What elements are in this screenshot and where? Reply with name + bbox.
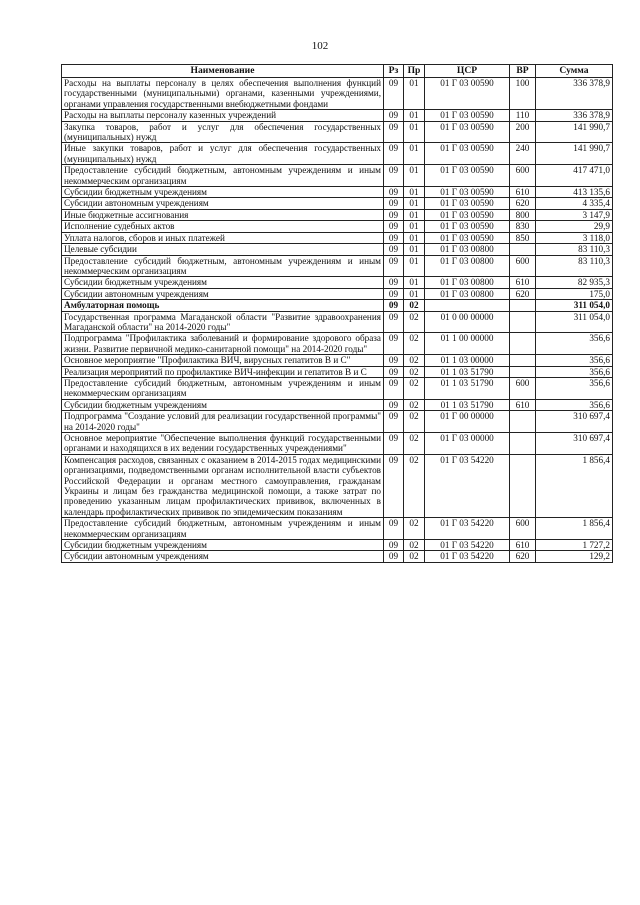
cell-vr: 620 [510,288,536,299]
table-header-row [62,65,613,78]
table-row [62,333,613,355]
cell-csr: 01 Г 03 00800 [425,255,510,277]
cell-csr: 01 Г 03 00590 [425,187,510,198]
table-row [62,255,613,277]
cell-vr: 620 [510,198,536,209]
cell-sum: 4 335,4 [536,198,613,209]
cell-sum: 310 697,4 [536,411,613,433]
table-row [62,288,613,299]
cell-vr: 600 [510,377,536,399]
cell-vr [510,244,536,255]
cell-csr: 01 1 03 00000 [425,355,510,366]
cell-csr: 01 Г 03 00000 [425,433,510,455]
cell-sum: 311 054,0 [536,300,613,311]
header-vr: ВР [510,65,536,78]
cell-rz: 09 [384,366,404,377]
cell-vr: 600 [510,255,536,277]
cell-pr: 02 [404,399,425,410]
cell-name: Предоставление субсидий бюджетным, автономным учреждениям и иным некоммерческим организациям [62,165,384,187]
cell-name: Субсидии бюджетным учреждениям [62,399,384,410]
cell-pr: 02 [404,333,425,355]
cell-pr: 01 [404,232,425,243]
cell-csr: 01 1 03 51790 [425,377,510,399]
cell-name: Компенсация расходов, связанных с оказанием в 2014-2015 годах медицинскими организациями, подведомственными органам исполнительной власти субъектов Российской Федерации и органам местного самоуправления, гражданам Украины и лицам без гражданства медицинской помощи, а также затрат по проведению указанным лицам профилактических прививок, включенных в календарь профилактических прививок по эпидемическим показаниям [62,454,384,517]
page-number: 102 [311,40,329,52]
cell-csr [425,300,510,311]
cell-rz: 09 [384,209,404,220]
cell-vr: 800 [510,209,536,220]
cell-name: Государственная программа Магаданской области "Развитие здравоохранения Магаданской области" на 2014-2020 годы" [62,311,384,333]
cell-pr: 02 [404,433,425,455]
cell-pr: 01 [404,198,425,209]
table-row [62,110,613,121]
cell-csr: 01 1 00 00000 [425,333,510,355]
table-row [62,433,613,455]
cell-name: Предоставление субсидий бюджетным, автономным учреждениям и иным некоммерческим организациям [62,377,384,399]
cell-pr: 01 [404,244,425,255]
cell-pr: 02 [404,411,425,433]
cell-csr: 01 Г 03 00800 [425,277,510,288]
cell-name: Основное мероприятие "Обеспечение выполнения функций государственными органами и находящихся в их ведении государственных учреждениями" [62,433,384,455]
cell-sum: 3 118,0 [536,232,613,243]
cell-csr: 01 Г 03 00800 [425,288,510,299]
header-rz: Рз [384,65,404,78]
header-csr: ЦСР [425,65,510,78]
cell-csr: 01 Г 03 00590 [425,78,510,110]
cell-pr: 02 [404,551,425,562]
cell-vr: 600 [510,518,536,540]
table-row [62,244,613,255]
cell-csr: 01 Г 03 54220 [425,551,510,562]
cell-pr: 02 [404,311,425,333]
cell-name: Подпрограмма "Создание условий для реализации государственной программы" на 2014-2020 годы" [62,411,384,433]
cell-sum: 356,6 [536,333,613,355]
table-row [62,232,613,243]
cell-sum: 336 378,9 [536,78,613,110]
cell-name: Расходы на выплаты персоналу в целях обеспечения выполнения функций государственными (муниципальными) органами, казенными учреждениями, органами управления государственными внебюджетными фондами [62,78,384,110]
cell-name: Предоставление субсидий бюджетным, автономным учреждениям и иным некоммерческим организациям [62,518,384,540]
cell-csr: 01 1 03 51790 [425,399,510,410]
table-row [62,355,613,366]
cell-vr: 850 [510,232,536,243]
table-row [62,311,613,333]
cell-rz: 09 [384,399,404,410]
cell-sum: 1 856,4 [536,518,613,540]
cell-name: Целевые субсидии [62,244,384,255]
table-row [62,551,613,562]
cell-vr [510,355,536,366]
cell-name: Исполнение судебных актов [62,221,384,232]
cell-name: Подпрограмма "Профилактика заболеваний и формирование здорового образа жизни. Развитие первичной медико-санитарной помощи" на 2014-2020 годы" [62,333,384,355]
cell-vr: 110 [510,110,536,121]
cell-vr: 240 [510,143,536,165]
cell-rz: 09 [384,78,404,110]
cell-vr [510,333,536,355]
table-row [62,277,613,288]
table-row [62,187,613,198]
cell-csr: 01 0 00 00000 [425,311,510,333]
cell-vr: 600 [510,165,536,187]
cell-sum: 356,6 [536,377,613,399]
cell-csr: 01 Г 03 00590 [425,110,510,121]
cell-csr: 01 Г 03 54220 [425,454,510,517]
cell-csr: 01 Г 03 00590 [425,198,510,209]
cell-sum: 310 697,4 [536,433,613,455]
cell-name: Амбулаторная помощь [62,300,384,311]
cell-rz: 09 [384,551,404,562]
cell-name: Субсидии автономным учреждениям [62,551,384,562]
cell-name: Субсидии бюджетным учреждениям [62,187,384,198]
cell-sum: 29,9 [536,221,613,232]
cell-name: Расходы на выплаты персоналу казенных учреждений [62,110,384,121]
cell-vr [510,366,536,377]
cell-rz: 09 [384,454,404,517]
cell-name: Иные закупки товаров, работ и услуг для обеспечения государственных (муниципальных) нужд [62,143,384,165]
cell-rz: 09 [384,311,404,333]
cell-name: Основное мероприятие "Профилактика ВИЧ, вирусных гепатитов В и С" [62,355,384,366]
cell-pr: 01 [404,165,425,187]
table-row [62,209,613,220]
cell-sum: 336 378,9 [536,110,613,121]
cell-csr: 01 Г 03 54220 [425,518,510,540]
cell-rz: 09 [384,255,404,277]
cell-pr: 01 [404,110,425,121]
cell-sum: 356,6 [536,366,613,377]
cell-sum: 417 471,0 [536,165,613,187]
cell-name: Реализация мероприятий по профилактике ВИЧ-инфекции и гепатитов В и С [62,366,384,377]
table-row [62,198,613,209]
cell-rz: 09 [384,411,404,433]
cell-rz: 09 [384,540,404,551]
cell-rz: 09 [384,518,404,540]
budget-table [61,64,613,563]
cell-vr: 610 [510,277,536,288]
cell-rz: 09 [384,277,404,288]
cell-csr: 01 Г 00 00000 [425,411,510,433]
cell-vr [510,411,536,433]
table-row [62,399,613,410]
cell-rz: 09 [384,165,404,187]
cell-pr: 02 [404,366,425,377]
cell-sum: 356,6 [536,399,613,410]
cell-name: Субсидии бюджетным учреждениям [62,277,384,288]
table-row [62,221,613,232]
cell-csr: 01 Г 03 54220 [425,540,510,551]
cell-rz: 09 [384,143,404,165]
cell-csr: 01 Г 03 00590 [425,121,510,143]
cell-rz: 09 [384,232,404,243]
cell-csr: 01 Г 03 00590 [425,232,510,243]
cell-sum: 129,2 [536,551,613,562]
cell-sum: 1 856,4 [536,454,613,517]
cell-rz: 09 [384,300,404,311]
cell-pr: 01 [404,78,425,110]
cell-rz: 09 [384,377,404,399]
header-sum: Сумма [536,65,613,78]
table-row [62,518,613,540]
cell-pr: 01 [404,121,425,143]
cell-pr: 01 [404,209,425,220]
cell-csr: 01 Г 03 00590 [425,165,510,187]
cell-rz: 09 [384,333,404,355]
table-row [62,366,613,377]
cell-csr: 01 Г 03 00800 [425,244,510,255]
cell-vr [510,433,536,455]
cell-pr: 01 [404,255,425,277]
table-row [62,454,613,517]
table-row [62,165,613,187]
cell-vr [510,311,536,333]
cell-vr [510,454,536,517]
cell-vr: 830 [510,221,536,232]
cell-pr: 02 [404,300,425,311]
cell-sum: 356,6 [536,355,613,366]
cell-name: Предоставление субсидий бюджетным, автономным учреждениям и иным некоммерческим организациям [62,255,384,277]
cell-pr: 02 [404,518,425,540]
cell-pr: 01 [404,187,425,198]
cell-csr: 01 Г 03 00590 [425,143,510,165]
header-pr: Пр [404,65,425,78]
cell-sum: 83 110,3 [536,244,613,255]
cell-rz: 09 [384,121,404,143]
cell-rz: 09 [384,110,404,121]
cell-rz: 09 [384,221,404,232]
cell-vr: 610 [510,399,536,410]
cell-vr [510,300,536,311]
table-row [62,377,613,399]
cell-vr: 620 [510,551,536,562]
cell-pr: 01 [404,221,425,232]
cell-pr: 02 [404,377,425,399]
table-row [62,121,613,143]
cell-sum: 3 147,9 [536,209,613,220]
cell-name: Субсидии автономным учреждениям [62,198,384,209]
cell-pr: 01 [404,277,425,288]
cell-sum: 82 935,3 [536,277,613,288]
cell-sum: 141 990,7 [536,121,613,143]
table-body [62,78,613,563]
table-row [62,143,613,165]
cell-name: Субсидии автономным учреждениям [62,288,384,299]
cell-rz: 09 [384,244,404,255]
cell-csr: 01 Г 03 00590 [425,221,510,232]
cell-pr: 01 [404,143,425,165]
cell-rz: 09 [384,355,404,366]
cell-rz: 09 [384,433,404,455]
cell-pr: 01 [404,288,425,299]
table-row [62,300,613,311]
cell-sum: 141 990,7 [536,143,613,165]
cell-csr: 01 1 03 51790 [425,366,510,377]
cell-pr: 02 [404,454,425,517]
cell-vr: 610 [510,540,536,551]
header-name: Наименование [62,65,384,78]
table-row [62,540,613,551]
cell-pr: 02 [404,355,425,366]
cell-rz: 09 [384,198,404,209]
cell-sum: 83 110,3 [536,255,613,277]
cell-sum: 1 727,2 [536,540,613,551]
cell-name: Иные бюджетные ассигнования [62,209,384,220]
cell-name: Уплата налогов, сборов и иных платежей [62,232,384,243]
table-row [62,78,613,110]
cell-vr: 610 [510,187,536,198]
cell-pr: 02 [404,540,425,551]
cell-csr: 01 Г 03 00590 [425,209,510,220]
cell-name: Закупка товаров, работ и услуг для обеспечения государственных (муниципальных) нужд [62,121,384,143]
cell-sum: 413 135,6 [536,187,613,198]
cell-name: Субсидии бюджетным учреждениям [62,540,384,551]
table-row [62,411,613,433]
cell-rz: 09 [384,288,404,299]
cell-vr: 200 [510,121,536,143]
cell-sum: 175,0 [536,288,613,299]
cell-vr: 100 [510,78,536,110]
cell-rz: 09 [384,187,404,198]
cell-sum: 311 054,0 [536,311,613,333]
